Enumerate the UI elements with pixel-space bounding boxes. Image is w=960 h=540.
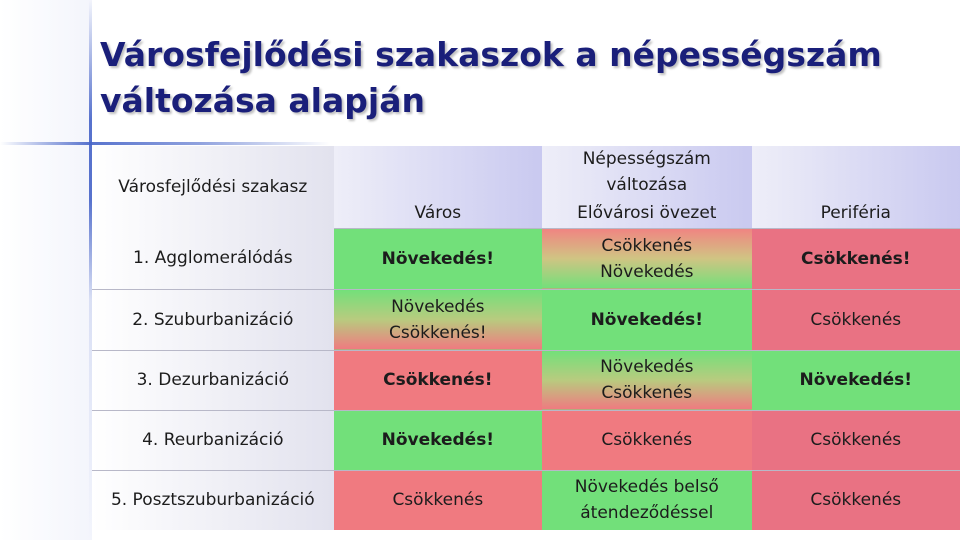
cell-text-line: Növekedés! [381, 430, 495, 450]
cell-elovarosi-ovezet [542, 410, 752, 470]
cell-periferia [752, 410, 960, 470]
cell-varos [334, 410, 542, 470]
cell-varos [334, 470, 542, 530]
cell-text-line: Növekedés [600, 357, 694, 377]
table-row [92, 410, 960, 470]
stage-label: 5. Posztszuburbanizáció [92, 470, 334, 530]
table-body [92, 228, 960, 530]
title-line-2: változása alapján [100, 81, 425, 120]
cell-text-line: Csökkenés [392, 490, 484, 511]
cell-text-line: Csökkenés [810, 430, 902, 450]
column-header-elovarosi-ovezet: Elővárosi övezet [542, 198, 752, 228]
stage-label: 4. Reurbanizáció [92, 410, 334, 470]
table-row [92, 470, 960, 530]
cell-text-line: Csökkenés [601, 430, 693, 450]
table-row [92, 350, 960, 410]
stub-header: Városfejlődési szakasz [92, 146, 334, 228]
header-row-1 [92, 146, 960, 198]
cell-elovarosi-ovezet [542, 289, 752, 350]
group-header: Népességszám változása [542, 146, 752, 198]
cell-elovarosi-ovezet [542, 470, 752, 530]
cell-periferia [752, 470, 960, 530]
cell-periferia [752, 350, 960, 410]
cell-elovarosi-ovezet [542, 228, 752, 289]
urban-stages-table [92, 146, 960, 530]
title-line-1: Városfejlődési szakaszok a népességszám [100, 35, 882, 74]
cell-varos [334, 228, 542, 289]
stage-label: 2. Szuburbanizáció [92, 289, 334, 350]
column-header-varos: Város [334, 198, 542, 228]
cell-text-line: Növekedés [600, 261, 694, 282]
cell-text-line: Csökkenés [810, 490, 902, 511]
cell-periferia [752, 289, 960, 350]
left-shade-decoration [0, 0, 92, 540]
cell-text-line: Növekedés belső [574, 477, 719, 498]
cell-text-line: Csökkenés! [801, 248, 911, 269]
horizontal-accent-line [0, 142, 330, 145]
table-row [92, 289, 960, 350]
stage-label: 3. Dezurbanizáció [92, 350, 334, 410]
slide-title [100, 32, 920, 124]
cell-text-line: Növekedés [391, 296, 485, 317]
cell-text-line: Csökkenés [601, 383, 693, 403]
cell-elovarosi-ovezet [542, 350, 752, 410]
stage-label: 1. Agglomerálódás [92, 228, 334, 289]
table-row [92, 228, 960, 289]
cell-text-line: átendeződéssel [580, 503, 714, 524]
cell-text-line: Csökkenés [601, 235, 693, 256]
cell-text-line: Csökkenés! [383, 370, 493, 390]
cell-text-line: Csökkenés [810, 309, 902, 330]
cell-varos [334, 350, 542, 410]
cell-text-line: Növekedés! [590, 309, 704, 330]
cell-text-line: Növekedés! [381, 248, 495, 269]
cell-varos [334, 289, 542, 350]
cell-text-line: Növekedés! [799, 370, 913, 390]
cell-periferia [752, 228, 960, 289]
column-header-periferia: Periféria [752, 198, 960, 228]
cell-text-line: Csökkenés! [389, 322, 487, 343]
